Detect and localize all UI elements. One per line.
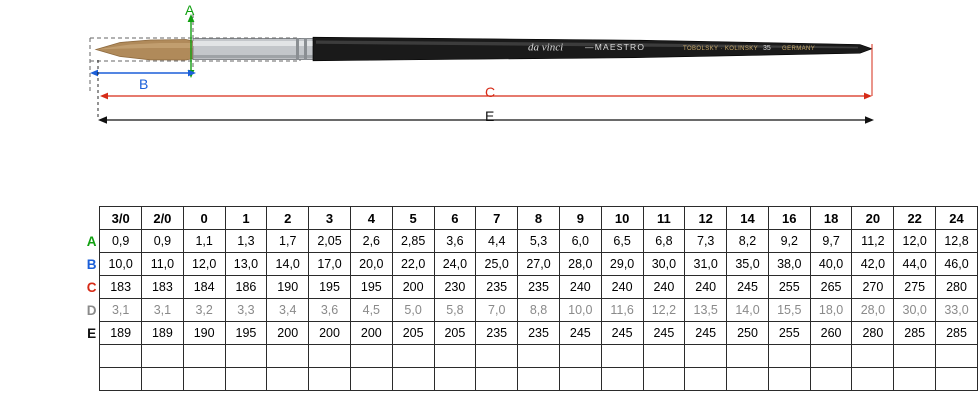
column-header-14: 14: [727, 207, 769, 230]
cell-C-22: 275: [894, 276, 936, 299]
cell-empty: [476, 345, 518, 368]
cell-E-16: 255: [768, 322, 810, 345]
cell-C-18: 265: [810, 276, 852, 299]
cell-A-9: 6,0: [559, 230, 601, 253]
column-header-18: 18: [810, 207, 852, 230]
ferrule-crimp-2: [304, 39, 307, 60]
cell-A-0: 1,1: [183, 230, 225, 253]
cell-A-3-0: 0,9: [100, 230, 142, 253]
cell-C-10: 240: [601, 276, 643, 299]
cell-A-3: 2,05: [309, 230, 351, 253]
cell-empty: [768, 368, 810, 391]
cell-E-10: 245: [601, 322, 643, 345]
cell-empty: [601, 345, 643, 368]
cell-C-24: 280: [936, 276, 978, 299]
cell-C-1: 186: [225, 276, 267, 299]
column-header-9: 9: [559, 207, 601, 230]
cell-empty: [810, 345, 852, 368]
table-row-B: [84, 253, 978, 276]
cell-empty: [852, 368, 894, 391]
column-header-1: 1: [225, 207, 267, 230]
cell-A-2-0: 0,9: [142, 230, 184, 253]
table-filler-row: [84, 345, 978, 368]
cell-B-0: 12,0: [183, 253, 225, 276]
cell-B-6: 24,0: [434, 253, 476, 276]
row-label-empty: [84, 368, 100, 391]
cell-empty: [309, 368, 351, 391]
cell-empty: [894, 345, 936, 368]
cell-A-11: 6,8: [643, 230, 685, 253]
row-label-D: D: [86, 302, 97, 318]
cell-D-8: 8,8: [518, 299, 560, 322]
brush-dimension-diagram: [0, 0, 978, 200]
handle-material-text: TOBOLSKY · KOLINSKY: [683, 46, 759, 52]
cell-E-7: 235: [476, 322, 518, 345]
cell-empty: [936, 345, 978, 368]
cell-D-16: 15,5: [768, 299, 810, 322]
cell-A-14: 8,2: [727, 230, 769, 253]
cell-C-2: 190: [267, 276, 309, 299]
cell-empty: [476, 368, 518, 391]
cell-D-24: 33,0: [936, 299, 978, 322]
row-label-E: E: [87, 325, 97, 341]
cell-empty: [852, 345, 894, 368]
column-header-22: 22: [894, 207, 936, 230]
table-header: [84, 207, 978, 230]
brush-hair: [96, 40, 193, 61]
cell-D-4: 4,5: [350, 299, 392, 322]
cell-B-3: 17,0: [309, 253, 351, 276]
column-header-0: 0: [183, 207, 225, 230]
row-label-C: C: [86, 279, 97, 295]
cell-E-20: 280: [852, 322, 894, 345]
cell-D-9: 10,0: [559, 299, 601, 322]
cell-empty: [434, 368, 476, 391]
cell-E-2: 200: [267, 322, 309, 345]
column-header-3-0: 3/0: [100, 207, 142, 230]
cell-empty: [392, 368, 434, 391]
cell-D-12: 13,5: [685, 299, 727, 322]
table-filler-row: [84, 368, 978, 391]
cell-A-5: 2,85: [392, 230, 434, 253]
cell-empty: [350, 368, 392, 391]
column-header-7: 7: [476, 207, 518, 230]
cell-A-8: 5,3: [518, 230, 560, 253]
cell-B-16: 38,0: [768, 253, 810, 276]
column-header-2-0: 2/0: [142, 207, 184, 230]
cell-E-6: 205: [434, 322, 476, 345]
cell-B-12: 31,0: [685, 253, 727, 276]
cell-empty: [685, 345, 727, 368]
cell-A-2: 1,7: [267, 230, 309, 253]
cell-D-11: 12,2: [643, 299, 685, 322]
cell-D-14: 14,0: [727, 299, 769, 322]
column-header-24: 24: [936, 207, 978, 230]
cell-empty: [685, 368, 727, 391]
cell-B-10: 29,0: [601, 253, 643, 276]
cell-D-22: 30,0: [894, 299, 936, 322]
cell-C-20: 270: [852, 276, 894, 299]
cell-A-1: 1,3: [225, 230, 267, 253]
cell-D-3: 3,6: [309, 299, 351, 322]
cell-C-4: 195: [350, 276, 392, 299]
cell-D-2: 3,4: [267, 299, 309, 322]
cell-empty: [518, 345, 560, 368]
cell-D-7: 7,0: [476, 299, 518, 322]
table-row-C: [84, 276, 978, 299]
table-row-A: [84, 230, 978, 253]
cell-empty: [267, 368, 309, 391]
cell-C-8: 235: [518, 276, 560, 299]
cell-C-9: 240: [559, 276, 601, 299]
handle-size-text: 35: [763, 45, 771, 52]
column-header-20: 20: [852, 207, 894, 230]
cell-E-2-0: 189: [142, 322, 184, 345]
row-label-B: B: [86, 256, 97, 272]
cell-B-11: 30,0: [643, 253, 685, 276]
cell-B-22: 44,0: [894, 253, 936, 276]
cell-A-22: 12,0: [894, 230, 936, 253]
column-header-4: 4: [350, 207, 392, 230]
cell-C-3: 195: [309, 276, 351, 299]
cell-D-5: 5,0: [392, 299, 434, 322]
cell-B-2-0: 11,0: [142, 253, 184, 276]
cell-empty: [142, 368, 184, 391]
column-header-12: 12: [685, 207, 727, 230]
cell-empty: [267, 345, 309, 368]
cell-empty: [601, 368, 643, 391]
cell-E-18: 260: [810, 322, 852, 345]
cell-A-12: 7,3: [685, 230, 727, 253]
cell-E-22: 285: [894, 322, 936, 345]
cell-empty: [350, 345, 392, 368]
cell-A-20: 11,2: [852, 230, 894, 253]
cell-E-12: 245: [685, 322, 727, 345]
cell-D-18: 18,0: [810, 299, 852, 322]
cell-empty: [643, 368, 685, 391]
cell-empty: [894, 368, 936, 391]
column-header-2: 2: [267, 207, 309, 230]
table-header-row: [84, 207, 978, 230]
cell-E-14: 250: [727, 322, 769, 345]
cell-empty: [434, 345, 476, 368]
cell-empty: [183, 368, 225, 391]
cell-empty: [142, 345, 184, 368]
cell-C-7: 235: [476, 276, 518, 299]
cell-E-5: 205: [392, 322, 434, 345]
cell-B-14: 35,0: [727, 253, 769, 276]
cell-D-3-0: 3,1: [100, 299, 142, 322]
cell-E-3: 200: [309, 322, 351, 345]
cell-C-0: 184: [183, 276, 225, 299]
cell-B-3-0: 10,0: [100, 253, 142, 276]
cell-empty: [559, 368, 601, 391]
cell-empty: [810, 368, 852, 391]
cell-D-1: 3,3: [225, 299, 267, 322]
cell-D-10: 11,6: [601, 299, 643, 322]
brush-illustration: [96, 37, 872, 61]
cell-E-4: 200: [350, 322, 392, 345]
column-header-10: 10: [601, 207, 643, 230]
cell-empty: [100, 345, 142, 368]
cell-E-1: 195: [225, 322, 267, 345]
row-label-empty: [84, 345, 100, 368]
column-header-5: 5: [392, 207, 434, 230]
cell-empty: [225, 345, 267, 368]
cell-B-20: 42,0: [852, 253, 894, 276]
cell-empty: [225, 368, 267, 391]
label-E: E: [485, 108, 495, 124]
cell-E-11: 245: [643, 322, 685, 345]
cell-empty: [643, 345, 685, 368]
table-row-E: [84, 322, 978, 345]
cell-A-10: 6,5: [601, 230, 643, 253]
cell-empty: [559, 345, 601, 368]
cell-empty: [309, 345, 351, 368]
cell-empty: [727, 368, 769, 391]
table-body: [84, 230, 978, 391]
cell-C-16: 255: [768, 276, 810, 299]
cell-C-11: 240: [643, 276, 685, 299]
column-header-11: 11: [643, 207, 685, 230]
cell-A-4: 2,6: [350, 230, 392, 253]
cell-A-16: 9,2: [768, 230, 810, 253]
cell-C-2-0: 183: [142, 276, 184, 299]
cell-empty: [727, 345, 769, 368]
cell-empty: [518, 368, 560, 391]
cell-E-8: 235: [518, 322, 560, 345]
cell-B-2: 14,0: [267, 253, 309, 276]
column-header-6: 6: [434, 207, 476, 230]
column-header-8: 8: [518, 207, 560, 230]
cell-B-24: 46,0: [936, 253, 978, 276]
cell-B-9: 28,0: [559, 253, 601, 276]
cell-A-24: 12,8: [936, 230, 978, 253]
label-C: C: [485, 84, 496, 100]
label-A: A: [185, 2, 195, 18]
cell-empty: [768, 345, 810, 368]
table-row-D: [84, 299, 978, 322]
cell-empty: [100, 368, 142, 391]
brush-size-table: [84, 206, 978, 391]
brush-ferrule-shadow: [193, 55, 313, 58]
cell-empty: [183, 345, 225, 368]
cell-E-24: 285: [936, 322, 978, 345]
cell-D-20: 28,0: [852, 299, 894, 322]
label-B: B: [139, 76, 149, 92]
cell-B-4: 20,0: [350, 253, 392, 276]
cell-E-3-0: 189: [100, 322, 142, 345]
cell-B-7: 25,0: [476, 253, 518, 276]
cell-B-5: 22,0: [392, 253, 434, 276]
brush-diagram-svg: [0, 0, 978, 200]
cell-C-12: 240: [685, 276, 727, 299]
cell-D-6: 5,8: [434, 299, 476, 322]
cell-B-1: 13,0: [225, 253, 267, 276]
cell-B-8: 27,0: [518, 253, 560, 276]
column-header-3: 3: [309, 207, 351, 230]
cell-E-0: 190: [183, 322, 225, 345]
cell-C-6: 230: [434, 276, 476, 299]
cell-A-6: 3,6: [434, 230, 476, 253]
handle-brand-text: da vinci: [528, 41, 564, 54]
cell-B-18: 40,0: [810, 253, 852, 276]
ferrule-crimp-1: [296, 39, 299, 60]
cell-D-2-0: 3,1: [142, 299, 184, 322]
cell-A-7: 4,4: [476, 230, 518, 253]
cell-D-0: 3,2: [183, 299, 225, 322]
rowhead-corner: [84, 207, 100, 230]
row-label-A: A: [86, 233, 97, 249]
column-header-16: 16: [768, 207, 810, 230]
handle-origin-text: GERMANY: [782, 46, 816, 52]
cell-C-3-0: 183: [100, 276, 142, 299]
cell-A-18: 9,7: [810, 230, 852, 253]
cell-E-9: 245: [559, 322, 601, 345]
cell-empty: [936, 368, 978, 391]
cell-empty: [392, 345, 434, 368]
brush-ferrule-highlight: [193, 41, 313, 46]
handle-series-text: —MAESTRO: [585, 42, 646, 53]
cell-C-14: 245: [727, 276, 769, 299]
cell-C-5: 200: [392, 276, 434, 299]
